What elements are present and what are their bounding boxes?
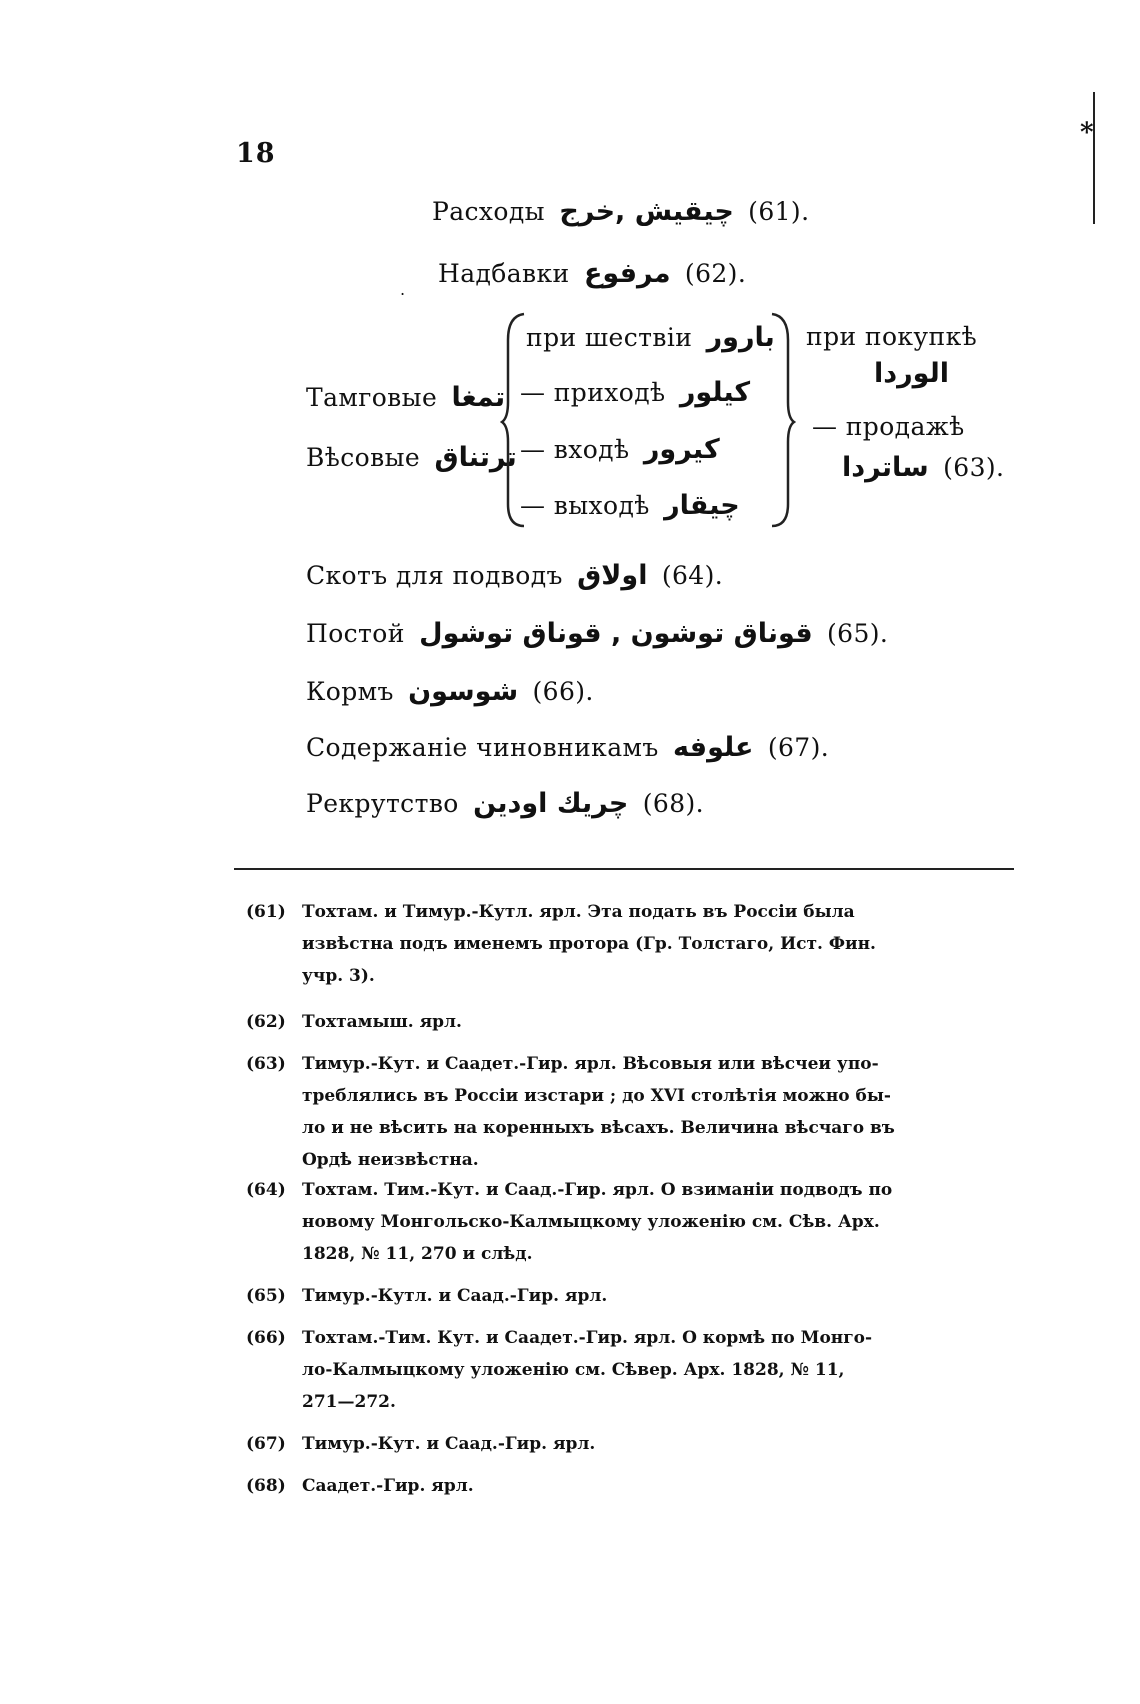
- footnote-67: [246, 1428, 1006, 1460]
- arabic-term: الوردا: [874, 358, 949, 389]
- duty-arrival: [520, 377, 756, 408]
- right-brace: [768, 310, 796, 530]
- bullet-dot: .: [400, 280, 406, 299]
- footnote-number: (65): [246, 1286, 286, 1306]
- label: Постой: [306, 619, 405, 648]
- footnote-63: [246, 1048, 1006, 1176]
- footnote-line: извѣстна подъ именемъ протора (Гр. Толстаго, Ист. Фин.: [302, 934, 876, 954]
- label: Кормъ: [306, 677, 394, 706]
- label: Надбавки: [438, 259, 570, 288]
- arabic-term: ساتردا: [842, 452, 929, 483]
- footnote-line: Тохтам.-Тим. Кут. и Саадет.-Гир. ярл. О кормѣ по Монго-: [302, 1328, 873, 1348]
- footnote-line: 271—272.: [302, 1392, 396, 1412]
- footnote-ref: (68).: [642, 789, 704, 818]
- line-billet: [306, 618, 888, 649]
- footnote-number: (61): [246, 902, 286, 922]
- footnote-ref: (65).: [827, 619, 889, 648]
- duty-passage: [526, 322, 781, 353]
- line-cattle: [306, 560, 723, 591]
- footnote-64: [246, 1174, 1006, 1270]
- line-recruitment: [306, 788, 704, 819]
- arabic-term: چريك اودين: [473, 788, 629, 819]
- footnote-ref: (67).: [767, 733, 830, 762]
- duty-entry: [520, 434, 726, 465]
- footnote-line: 1828, № 11, 270 и слѣд.: [302, 1244, 533, 1264]
- footnote-ref: (64).: [661, 561, 724, 590]
- footnote-line: Ордѣ неизвѣстна.: [302, 1150, 479, 1170]
- label: — выходѣ: [520, 491, 650, 520]
- footnote-line: Тимур.-Кутл. и Саад.-Гир. ярл.: [302, 1286, 608, 1306]
- arabic-term: مرفوع: [583, 258, 671, 289]
- arabic-term: چيقار: [664, 490, 740, 521]
- footnote-ref: (63).: [943, 453, 1005, 482]
- footnote-line: Тохтамыш. ярл.: [302, 1012, 462, 1032]
- footnote-number: (64): [246, 1180, 286, 1200]
- footnote-number: (67): [246, 1434, 286, 1454]
- arabic-term: علوفه: [673, 732, 754, 763]
- footnote-ref: (66).: [532, 677, 594, 706]
- duty-exit: [520, 490, 746, 521]
- purchase-arabic: [868, 358, 955, 389]
- footnote-line: Саадет.-Гир. ярл.: [302, 1476, 474, 1496]
- arabic-term: كيرور: [643, 434, 720, 465]
- label: Вѣсовые: [306, 443, 421, 472]
- footnote-line: новому Монгольско-Калмыцкому уложенію см. Сѣв. Арх.: [302, 1212, 880, 1232]
- footnote-number: (66): [246, 1328, 286, 1348]
- footnote-68: [246, 1470, 1006, 1502]
- footnote-61: [246, 896, 1006, 992]
- footnote-line: Тохтам. и Тимур.-Кутл. ярл. Эта подать въ Россіи была: [302, 902, 855, 922]
- footnote-ref: (61).: [748, 197, 810, 226]
- arabic-term: تمغا: [451, 382, 506, 413]
- footnote-number: (62): [246, 1012, 286, 1032]
- label: Содержаніе чиновникамъ: [306, 733, 659, 762]
- footnote-line: ло и не вѣсить на коренныхъ вѣсахъ. Величина вѣсчаго въ: [302, 1118, 895, 1138]
- duty-tamga: [306, 382, 511, 413]
- footnote-line: ло-Калмыцкому уложенію см. Сѣвер. Арх. 1828, № 11,: [302, 1360, 845, 1380]
- footnote-line: учр. 3).: [302, 966, 375, 986]
- label: — приходѣ: [520, 378, 666, 407]
- line-fodder: [306, 676, 594, 707]
- edge-mark: *: [1080, 118, 1094, 148]
- label: — входѣ: [520, 435, 630, 464]
- label: при шествіи: [526, 323, 693, 352]
- label: Скотъ для подводъ: [306, 561, 563, 590]
- footnote-ref: (62).: [684, 259, 747, 288]
- line-maintenance: [306, 732, 829, 763]
- footnote-65: [246, 1280, 1006, 1312]
- footnote-line: Тохтам. Тим.-Кут. и Саад.-Гир. ярл. О взиманіи подводъ по: [302, 1180, 893, 1200]
- footnote-line: треблялись въ Россіи изстари ; до XVI столѣтія можно бы-: [302, 1086, 891, 1106]
- arabic-term: اولاق: [577, 560, 648, 591]
- arabic-term: بارور: [706, 322, 775, 353]
- label: Рекрутство: [306, 789, 459, 818]
- footnote-66: [246, 1322, 1006, 1418]
- purchase-label: при покупкѣ: [806, 322, 978, 351]
- line-surcharges: [438, 258, 746, 289]
- footnote-number: (68): [246, 1476, 286, 1496]
- label: Тамговые: [306, 383, 438, 412]
- arabic-term: كيلور: [679, 377, 751, 408]
- line-expenses: [432, 196, 809, 227]
- footnote-line: Тимур.-Кут. и Саадет.-Гир. ярл. Вѣсовыя или вѣсчеи упо-: [302, 1054, 879, 1074]
- footnote-divider: [234, 868, 1014, 870]
- arabic-term: ترتناق: [434, 442, 517, 473]
- arabic-term: قوناق توشون , قوناق توشول: [419, 618, 813, 649]
- page-number: 18: [236, 138, 276, 169]
- sale-line: [836, 452, 1004, 483]
- footnote-62: [246, 1006, 1006, 1038]
- label: Расходы: [432, 197, 545, 226]
- arabic-term: شوسون: [408, 676, 519, 707]
- arabic-term: چيقيش ,خرج: [559, 196, 734, 227]
- footnote-line: Тимур.-Кут. и Саад.-Гир. ярл.: [302, 1434, 596, 1454]
- edge-rule: [1093, 92, 1095, 224]
- sale-label: — продажѣ: [812, 412, 965, 441]
- duty-weight: [306, 442, 523, 473]
- footnote-number: (63): [246, 1054, 286, 1074]
